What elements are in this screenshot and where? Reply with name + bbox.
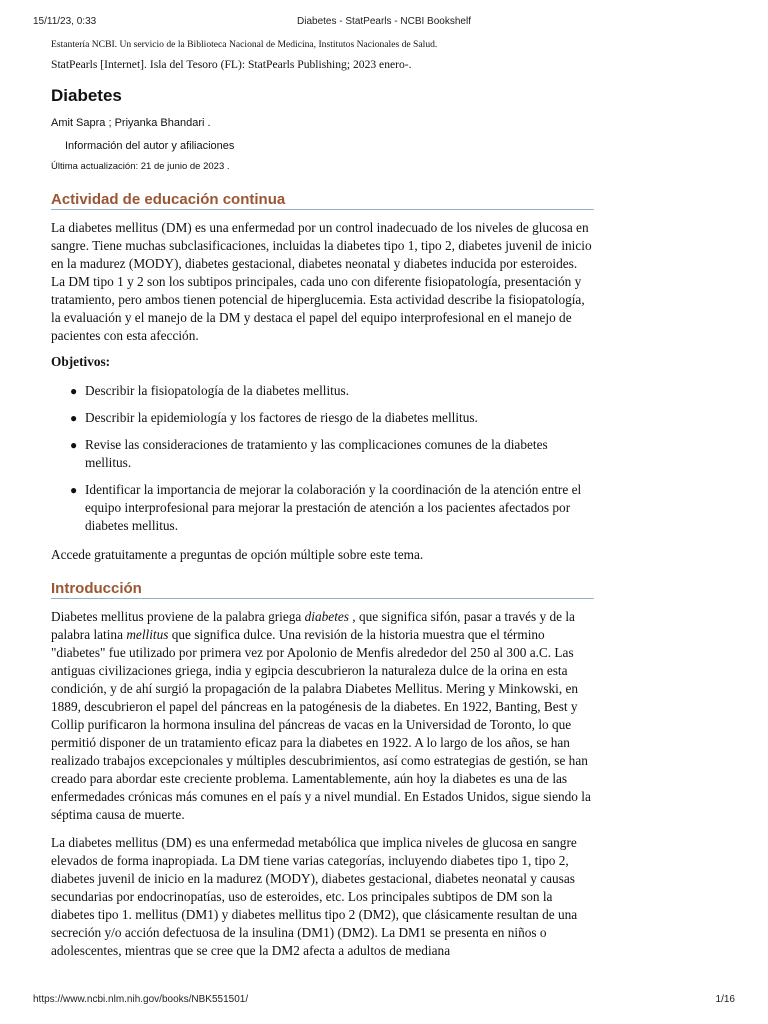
bullet-icon: ● <box>70 483 78 497</box>
objective-text: Describir la epidemiología y los factores de riesgo de la diabetes mellitus. <box>85 410 478 425</box>
list-item <box>51 409 594 427</box>
list-item <box>51 382 594 400</box>
introduction-heading: Introducción <box>51 580 594 599</box>
cme-paragraph: La diabetes mellitus (DM) es una enfermedad por un control inadecuado de los niveles de glucosa en sangre. Tiene muchas subclasificaciones, incluidas la diabetes tipo 1, tipo 2, diabetes juvenil de inicio en la madurez (MODY), diabetes gestacional, diabetes neonatal y diabetes inducida por esteroides. La DM tipo 1 y 2 son los subtipos principales, cada uno con diferente fisiopatología, presentación y tratamiento, pero ambos tienen potencial de hiperglucemia. Esta actividad describe la fisiopatología, la evaluación y el manejo de la DM y destaca el papel del equipo interprofesional en el manejo de pacientes con esta afección. <box>51 220 592 343</box>
intro-text: que significa dulce. Una revisión de la historia muestra que el término "diabetes" fue utilizado por primera vez por Apolonio de Menfis alrededor del 250 al 300 a.C. Las antiguas civilizaciones griega, india y egipcia descubrieron la naturaleza dulce de la orina en esta condición, y de ahí surgió la propagación de la palabra Diabetes Mellitus. Mering y Minkowski, en 1889, descubrieron el papel del páncreas en la patogénesis de la diabetes. En 1922, Banting, Best y Collip purificaron la hormona insulina del páncreas de vacas en la Universidad de Toronto, lo que permitió disponer de un tratamiento eficaz para la diabetes en 1922. A lo largo de los años, se han realizado trabajos excepcionales y múltiples descubrimientos, así como estrategias de gestión, se han creado para abordar este creciente problema. Lamentablemente, aún hoy la diabetes es una de las enfermedades crónicas más comunes en el país y a nivel mundial. En Estados Unidos, sigue siendo la séptima causa de muerte. <box>51 627 591 822</box>
page-title: Diabetes <box>51 86 122 105</box>
mcq-access-link[interactable]: Accede gratuitamente a preguntas de opción múltiple sobre este tema. <box>51 547 424 562</box>
print-footer <box>33 994 735 1008</box>
article-content <box>51 38 594 960</box>
introduction-paragraph-1 <box>51 608 594 824</box>
objective-text: Identificar la importancia de mejorar la colaboración y la coordinación de la atención entre el equipo interprofesional para mejorar la prestación de atención a los pacientes afectados por diabetes mellitus. <box>85 482 582 533</box>
bullet-icon: ● <box>70 384 78 398</box>
list-item <box>51 436 594 472</box>
greek-term: diabetes <box>304 609 349 624</box>
objective-text: Describir la fisiopatología de la diabetes mellitus. <box>85 383 350 398</box>
last-updated: Última actualización: 21 de junio de 2023 . <box>51 161 230 172</box>
author-info-link[interactable]: Información del autor y afiliaciones <box>65 140 235 152</box>
intro-text: , que significa sifón, pasar a través y de la palabra latina <box>51 609 575 642</box>
print-page-number: 1/16 <box>715 994 735 1005</box>
introduction-paragraph-2: La diabetes mellitus (DM) es una enfermedad metabólica que implica niveles de glucosa en sangre elevados de forma inapropiada. La DM tiene varias categorías, incluyendo diabetes tipo 1, tipo 2, diabetes juvenil de inicio en la madurez (MODY), diabetes gestacional, diabetes neonatal y causas secundarias por endocrinopatías, uso de esteroides, etc. Los principales subtipos de DM son la diabetes tipo 1. mellitus (DM1) y diabetes mellitus tipo 2 (DM2), que clásicamente resultan de una secreción y/o acción defectuosa de la insulina (DM1) (DM2). La DM1 se presenta en niños o adolescentes, mientras que se cree que la DM2 afecta a adultos de mediana <box>51 835 578 958</box>
bullet-icon: ● <box>70 411 78 425</box>
list-item <box>51 481 594 535</box>
objectives-label: Objetivos: <box>51 354 111 369</box>
print-page-title: Diabetes - StatPearls - NCBI Bookshelf <box>297 16 471 27</box>
intro-text: Diabetes mellitus proviene de la palabra griega <box>51 609 305 624</box>
bullet-icon: ● <box>70 438 78 452</box>
cme-heading: Actividad de educación continua <box>51 191 594 210</box>
objective-text: Revise las consideraciones de tratamiento y las complicaciones comunes de la diabetes mellitus. <box>85 437 548 470</box>
bookshelf-note: Estantería NCBI. Un servicio de la Biblioteca Nacional de Medicina, Institutos Nacionales de Salud. <box>51 39 438 50</box>
author-list[interactable]: Amit Sapra ; Priyanka Bhandari . <box>51 117 211 129</box>
book-citation: StatPearls [Internet]. Isla del Tesoro (FL): StatPearls Publishing; 2023 enero-. <box>51 58 412 71</box>
objectives-list <box>51 382 594 535</box>
print-header <box>33 16 735 30</box>
print-datetime: 15/11/23, 0:33 <box>33 16 97 27</box>
print-url: https://www.ncbi.nlm.nih.gov/books/NBK551501/ <box>33 994 249 1005</box>
latin-term: mellitus <box>126 627 169 642</box>
